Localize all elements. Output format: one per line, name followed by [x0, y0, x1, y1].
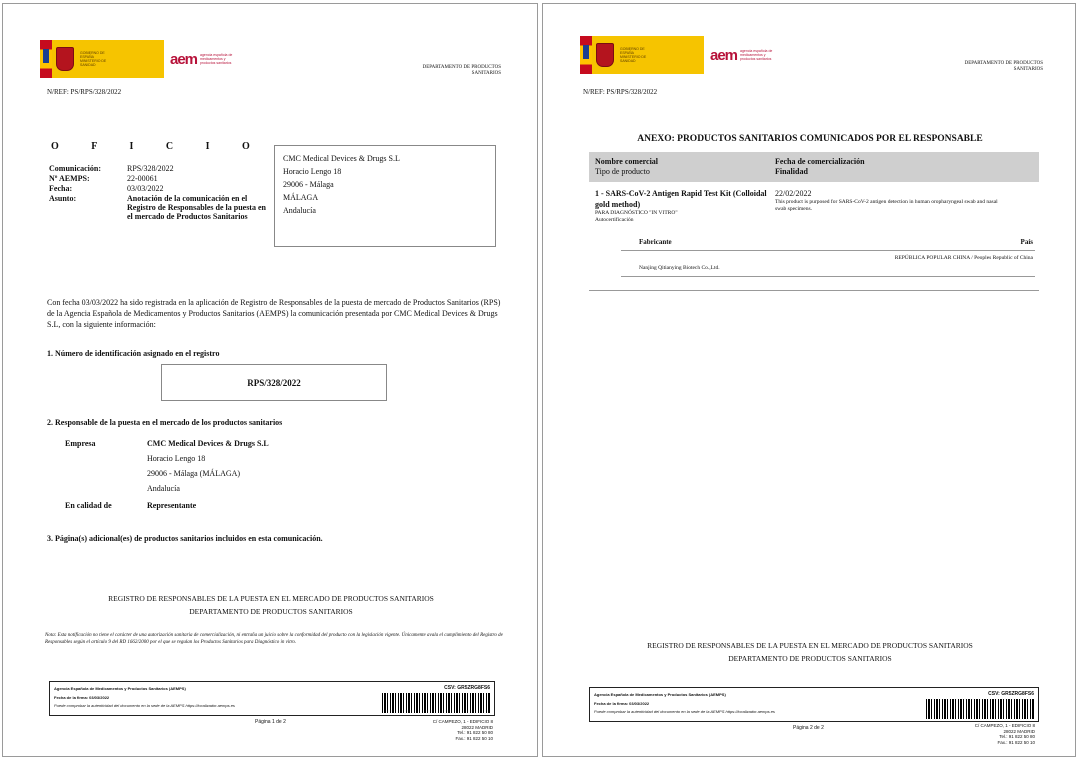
pais-label: País — [1020, 238, 1033, 246]
aemps-mark: aem — [710, 46, 738, 64]
product-name-block — [595, 188, 771, 224]
registro-line-1: REGISTRO DE RESPONSABLES DE LA PUESTA EN EL MERCADO DE PRODUCTOS SANITARIOS — [647, 641, 973, 650]
col-finalidad: Finalidad — [775, 167, 808, 176]
gov-logo-text: GOBIERNO DE ESPAÑA MINISTERIO DE SANIDAD — [80, 51, 107, 67]
address-line: C/ CAMPEZO, 1 - EDIFICIO 8 — [432, 719, 493, 724]
fabricante-divider — [621, 250, 1035, 251]
gov-logo-text: GOBIERNO DE ESPAÑA MINISTERIO DE SANIDAD — [620, 47, 647, 63]
aemps-logo — [170, 51, 238, 68]
meta-value: 03/03/2022 — [127, 184, 164, 193]
meta-row — [49, 194, 269, 221]
reference-number: N/REF: PS/RPS/328/2022 — [583, 88, 658, 96]
aemps-logo — [710, 47, 778, 64]
registro-footer-text — [543, 639, 1076, 665]
empresa-line: 29006 - Málaga (MÁLAGA) — [147, 469, 241, 478]
document-page-1 — [2, 3, 538, 757]
address-line: Tel.: 91 822 50 80 — [999, 734, 1035, 739]
coat-of-arms-icon — [56, 47, 74, 71]
meta-value: Anotación de la comunicación en el Registro de Responsables de la puesta en el mercado de Productos Sanitarios — [127, 194, 266, 221]
department-label: DEPARTAMENTO DE PRODUCTOS SANITARIOS — [422, 65, 501, 76]
address-line: Fax.: 91 822 50 10 — [455, 735, 493, 741]
signature-footer-box — [589, 687, 1039, 722]
footer-csv: CSV: GR5ZRG8FS6 — [988, 691, 1034, 697]
empresa-line: Andalucía — [147, 484, 180, 493]
coat-of-arms-icon — [596, 43, 614, 67]
col-nombre-comercial: Nombre comercial — [595, 157, 659, 166]
product-type: PARA DIAGNÓSTICO "IN VITRO" — [595, 210, 678, 216]
address-line: Horacio Lengo 18 — [283, 167, 342, 176]
recipient-address-box — [274, 145, 496, 247]
section-2-heading: 2. Responsable de la puesta en el mercado de los productos sanitarios — [47, 418, 283, 427]
agency-address — [975, 723, 1035, 745]
col-fecha-comercializacion: Fecha de comercialización — [775, 157, 865, 166]
calidad-label: En calidad de — [65, 501, 112, 510]
footer-agency: Agencia Española de Medicamentos y Productos Sanitarios (AEMPS) — [54, 686, 186, 691]
product-name: 1 - SARS-CoV-2 Antigen Rapid Test Kit (Colloidal gold method) — [595, 189, 767, 209]
annex-title: ANEXO: PRODUCTOS SANITARIOS COMUNICADOS POR EL RESPONSABLE — [637, 134, 983, 144]
address-line: 28022 MADRID — [461, 724, 493, 730]
meta-key: Fecha: — [49, 184, 73, 193]
empresa-lines — [147, 436, 269, 496]
gobierno-logo — [580, 36, 704, 74]
spain-flag-icon — [40, 40, 52, 78]
department-label: DEPARTAMENTO DE PRODUCTOS SANITARIOS — [964, 61, 1043, 72]
address-line: Tel.: 91 822 50 80 — [457, 730, 493, 735]
section-1-heading: 1. Número de identificación asignado en el registro — [47, 349, 220, 358]
meta-key: Comunicación: — [49, 164, 101, 173]
gobierno-logo — [40, 40, 164, 78]
meta-row — [49, 174, 269, 184]
address-line: Fax.: 91 822 50 10 — [997, 739, 1035, 745]
barcode-icon — [382, 693, 490, 713]
empresa-line: CMC Medical Devices & Drugs S.L — [147, 439, 269, 448]
footer-firma: Fecha de la firma: 03/03/2022 — [594, 701, 650, 706]
footer-verify: Puede comprobar la autenticidad del documento en la sede de la AEMPS https://localizador.aemps.es — [594, 709, 775, 714]
meta-value: 22-00061 — [127, 174, 158, 183]
meta-value: RPS/328/2022 — [127, 164, 174, 173]
fabricante-label: Fabricante — [639, 238, 672, 246]
footer-agency: Agencia Española de Medicamentos y Productos Sanitarios (AEMPS) — [594, 692, 726, 697]
page-number: Página 2 de 2 — [793, 725, 824, 731]
product-details-block — [775, 188, 1005, 213]
aemps-logo-text: agencia española de medicamentos y productos sanitarios — [200, 53, 233, 65]
empresa-block — [65, 436, 465, 513]
meta-key: Nº AEMPS: — [49, 174, 90, 183]
meta-row — [49, 164, 269, 174]
intro-paragraph: Con fecha 03/03/2022 ha sido registrada en la aplicación de Registro de Responsables de la puesta de mercado de Productos Sanitarios (RPS) de la Agencia Española de Medicamentos y Productos Sanitarios (AEMPS) la comunicación presentada por CMC Medical Devices & Drugs S.L, con la siguiente información: — [47, 298, 501, 329]
footer-verify: Puede comprobar la autenticidad del documento en la sede de la AEMPS https://localizador.aemps.es — [54, 703, 235, 708]
empresa-label: Empresa — [65, 439, 96, 448]
address-line: 28022 MADRID — [1003, 728, 1035, 734]
address-line: CMC Medical Devices & Drugs S.L — [283, 154, 400, 163]
calidad-value: Representante — [147, 501, 197, 510]
aemps-mark: aem — [170, 50, 198, 68]
registro-line-1: REGISTRO DE RESPONSABLES DE LA PUESTA EN EL MERCADO DE PRODUCTOS SANITARIOS — [108, 594, 434, 603]
communication-meta — [49, 164, 269, 221]
fabricante-country: REPÚBLICA POPULAR CHINA / Peoples Republic of China — [894, 255, 1033, 261]
header-logos — [40, 40, 238, 78]
reference-number: N/REF: PS/RPS/328/2022 — [47, 88, 122, 96]
signature-footer-box — [49, 681, 495, 716]
footer-csv: CSV: GR5ZRG8FS6 — [444, 685, 490, 691]
address-line: Andalucía — [283, 206, 316, 215]
section-3-heading: 3. Página(s) adicional(es) de productos sanitarios incluidos en esta comunicación. — [47, 534, 323, 543]
fabricante-name: Nanjing Qitianying Biotech Co.,Ltd. — [639, 265, 720, 271]
registro-footer-text — [3, 592, 538, 618]
rps-number-box: RPS/328/2022 — [161, 364, 387, 401]
address-line: 29006 - Málaga — [283, 180, 334, 189]
address-line: C/ CAMPEZO, 1 - EDIFICIO 8 — [974, 723, 1035, 728]
col-tipo-producto: Tipo de producto — [595, 167, 650, 176]
meta-row — [49, 184, 269, 194]
annex-table-header — [589, 152, 1039, 182]
spain-flag-icon — [580, 36, 592, 74]
aemps-logo-text: agencia española de medicamentos y productos sanitarios — [740, 49, 773, 61]
legal-note: Nota: Esta notificación no tiene el carácter de una autorización sanitaria de comercialización, ni entraña un juicio sobre la conformidad del producto con la legislación vigente. Únicamente avala el cumplimiento del Registro de Responsables según el artículo 9 del RD 1662/2000 por el que se regulan los Productos Sanitarios para Diagnóstico in vitro. — [45, 633, 503, 645]
address-line: MÁLAGA — [283, 193, 319, 202]
agency-address — [433, 719, 493, 741]
meta-key: Asunto: — [49, 194, 77, 203]
annex-bottom-rule — [589, 290, 1039, 291]
registro-line-2: DEPARTAMENTO DE PRODUCTOS SANITARIOS — [189, 607, 353, 616]
page-number: Página 1 de 2 — [255, 719, 286, 725]
document-page-2 — [542, 3, 1076, 757]
header-logos — [580, 36, 778, 74]
product-purpose: This product is purposed for SARS-CoV-2 antigen detection in human oropharyngeal swab and nasal swab specimens. — [775, 199, 998, 212]
empresa-line: Horacio Lengo 18 — [147, 454, 206, 463]
product-date: 22/02/2022 — [775, 189, 812, 198]
registro-line-2: DEPARTAMENTO DE PRODUCTOS SANITARIOS — [728, 654, 892, 663]
product-certification: Autocertificación — [595, 217, 634, 223]
fabricante-bottom-rule — [621, 276, 1035, 277]
oficio-title: O F I C I O — [51, 141, 265, 152]
footer-firma: Fecha de la firma: 03/03/2022 — [54, 695, 110, 700]
barcode-icon — [926, 699, 1034, 719]
